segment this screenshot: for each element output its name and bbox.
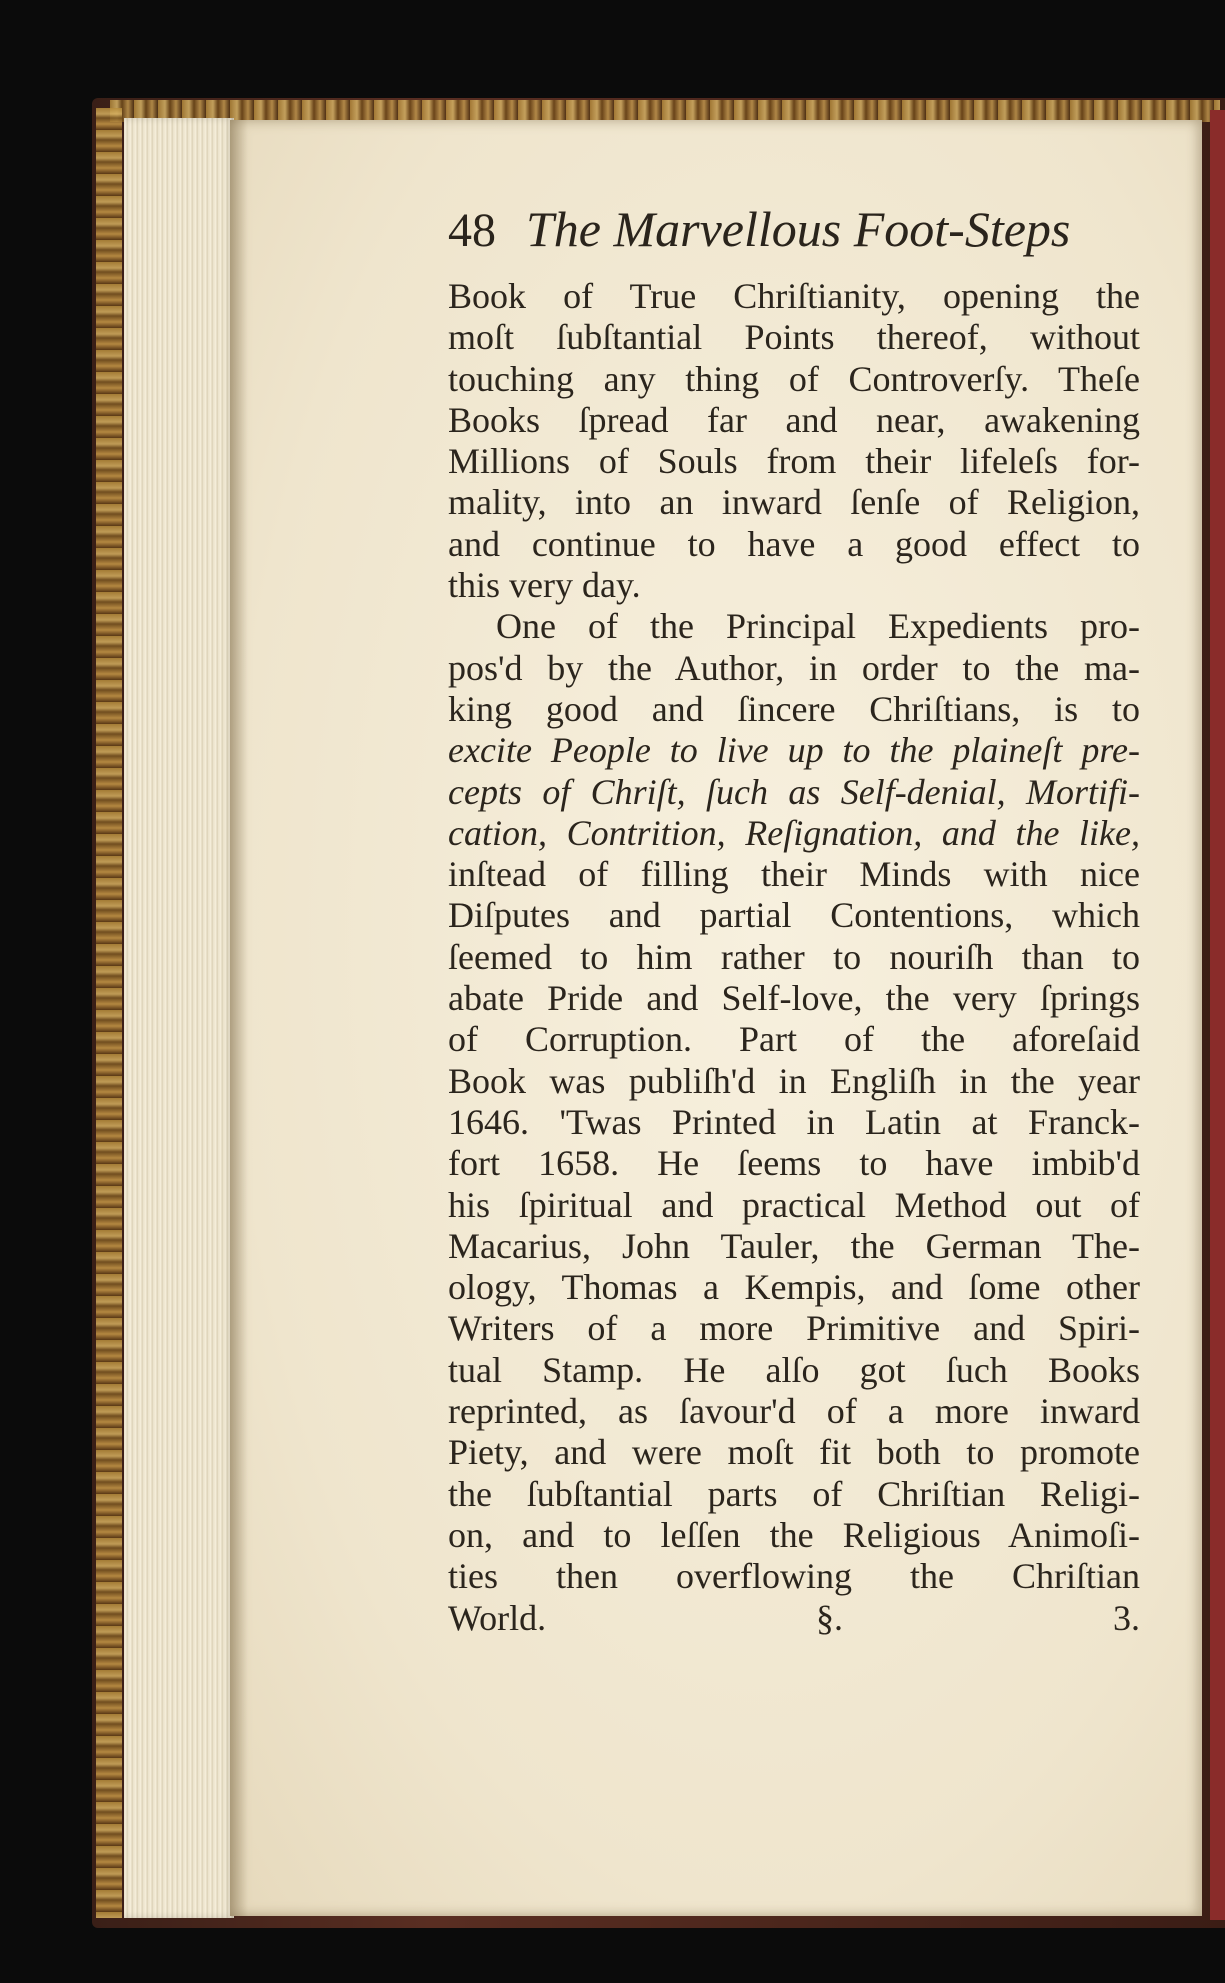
gutter-shadow <box>230 120 248 1916</box>
text-line: and continue to have a good effect to <box>448 523 1140 564</box>
text-line: ology, Thomas a Kempis, and ſome other <box>448 1267 1140 1308</box>
running-head <box>448 200 1070 270</box>
text-line: Writers of a more Primitive and Spiri- <box>448 1308 1140 1349</box>
text-line: touching any thing of Controverſy. Theſe <box>448 358 1140 399</box>
text-line: Book of True Chriſtianity, opening the <box>448 276 1140 316</box>
text-line: king good and ſincere Chriſtians, is to <box>448 688 1140 729</box>
text-line: Piety, and were moſt fit both to promote <box>448 1432 1140 1473</box>
text-line: ties then overflowing the Chriſtian <box>448 1556 1140 1597</box>
text-line: the ſubſtantial parts of Chriſtian Religi- <box>448 1473 1140 1514</box>
text-line: this very day. <box>448 565 641 606</box>
text-line: pos'd by the Author, in order to the ma- <box>448 647 1140 688</box>
gilt-border-top <box>110 100 1220 122</box>
text-line: Millions of Souls from their lifeleſs for- <box>448 441 1140 482</box>
text-line: Books ſpread far and near, awakening <box>448 399 1140 440</box>
page-number: 48 <box>448 204 496 257</box>
text-line: cepts of Chriſt, ſuch as Self-denial, Mortifi- <box>448 771 1140 812</box>
text-line: his ſpiritual and practical Method out of <box>448 1184 1140 1225</box>
text-line: cation, Contrition, Reſignation, and the like, <box>448 812 1140 853</box>
page-block-edges <box>124 118 234 1918</box>
text-line: of Corruption. Part of the aforeſaid <box>448 1019 1140 1060</box>
text-line: Macarius, John Tauler, the German The- <box>448 1225 1140 1266</box>
text-line: inſtead of filling their Minds with nice <box>448 854 1140 895</box>
text-line: fort 1658. He ſeems to have imbib'd <box>448 1143 1140 1184</box>
text-line: reprinted, as ſavour'd of a more inward <box>448 1391 1140 1432</box>
text-line: abate Pride and Self-love, the very ſprings <box>448 978 1140 1019</box>
text-line: One of the Principal Expedients pro- <box>496 606 1140 647</box>
text-line: tual Stamp. He alſo got ſuch Books <box>448 1349 1140 1390</box>
text-line: mality, into an inward ſenſe of Religion, <box>448 482 1140 523</box>
running-title: The Marvellous Foot-Steps <box>526 201 1071 257</box>
text-line: ſeemed to him rather to nouriſh than to <box>448 936 1140 977</box>
text-line: moſt ſubſtantial Points thereof, without <box>448 317 1140 358</box>
text-line: Book was publiſh'd in Engliſh in the year <box>448 1060 1140 1101</box>
body-text <box>448 276 1140 1639</box>
text-line: Diſputes and partial Contentions, which <box>448 895 1140 936</box>
red-page-edge <box>1210 110 1225 1920</box>
text-line: 1646. 'Twas Printed in Latin at Franck- <box>448 1101 1140 1142</box>
text-line: World. §. 3. <box>448 1597 1140 1638</box>
gilt-border-spine <box>96 108 122 1918</box>
text-line: on, and to leſſen the Religious Animoſi- <box>448 1514 1140 1555</box>
text-line: excite People to live up to the plaineſt pre- <box>448 730 1140 771</box>
